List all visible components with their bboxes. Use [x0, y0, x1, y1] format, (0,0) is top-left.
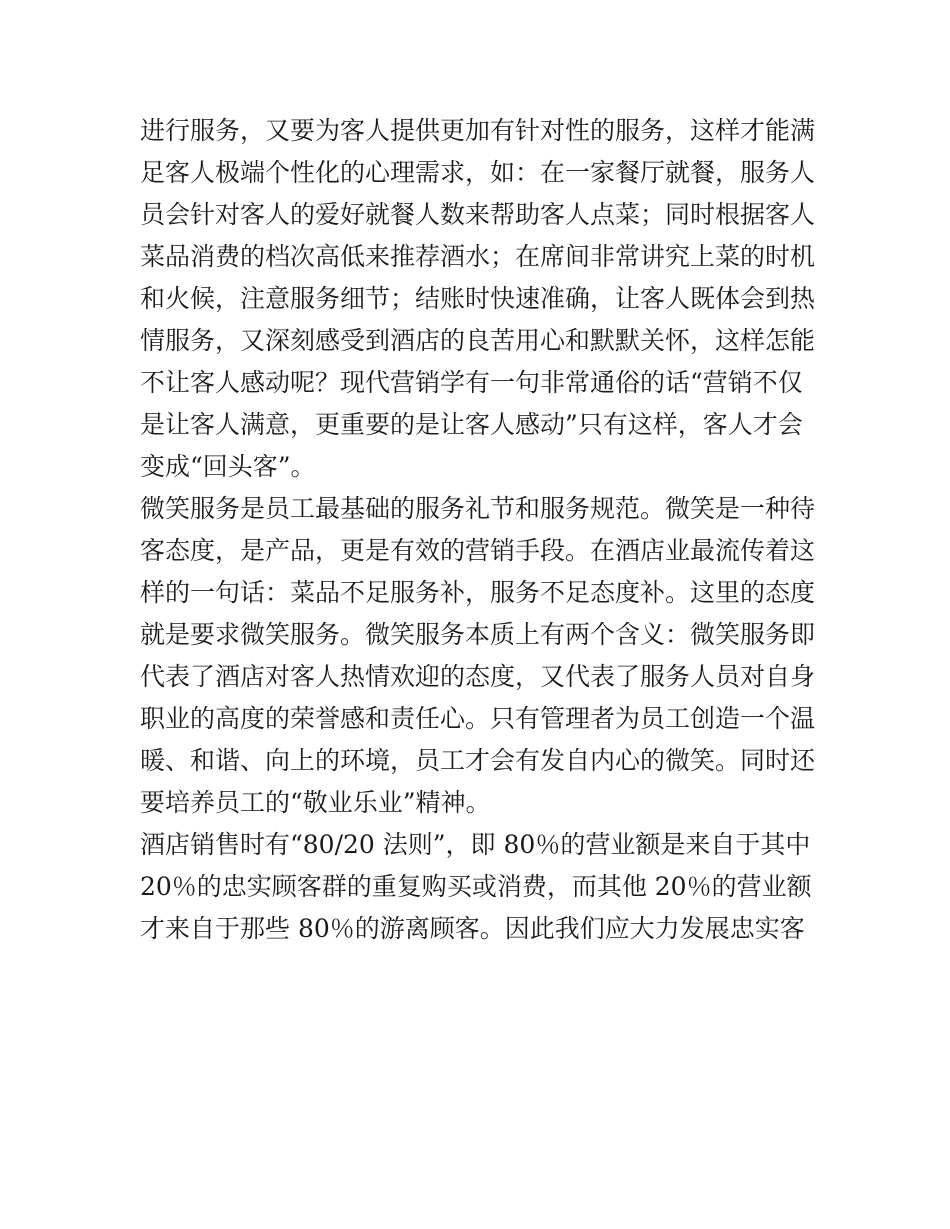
text-line: 情服务，又深刻感受到酒店的良苦用心和默默关怀，这样怎能	[140, 326, 816, 355]
text-line: 酒店销售时有“80/20 法则”，即 80％的营业额是来自于其中	[140, 830, 811, 859]
paragraph-3	[140, 824, 840, 950]
text-line: 代表了酒店对客人热情欢迎的态度，又代表了服务人员对自身	[140, 662, 816, 691]
text-line: 员会针对客人的爱好就餐人数来帮助客人点菜；同时根据客人	[140, 200, 816, 229]
text-line: 职业的高度的荣誉感和责任心。只有管理者为员工创造一个温	[140, 704, 816, 733]
text-line: 暖、和谐、向上的环境，员工才会有发自内心的微笑。同时还	[140, 746, 816, 775]
text-line: 就是要求微笑服务。微笑服务本质上有两个含义：微笑服务即	[140, 620, 816, 649]
text-line: 足客人极端个性化的心理需求，如：在一家餐厅就餐，服务人	[140, 158, 816, 187]
text-line: 变成“回头客”。	[140, 452, 316, 481]
text-line: 是让客人满意，更重要的是让客人感动”只有这样，客人才会	[140, 410, 803, 439]
paragraph-1	[140, 110, 840, 488]
body-text	[140, 110, 840, 950]
text-line: 客态度，是产品，更是有效的营销手段。在酒店业最流传着这	[140, 536, 816, 565]
text-line: 进行服务，又要为客人提供更加有针对性的服务，这样才能满	[140, 116, 816, 145]
text-line: 要培养员工的“敬业乐业”精神。	[140, 788, 491, 817]
text-line: 和火候，注意服务细节；结账时快速准确，让客人既体会到热	[140, 284, 816, 313]
paragraph-2	[140, 488, 840, 824]
text-line: 才来自于那些 80％的游离顾客。因此我们应大力发展忠实客	[140, 914, 805, 943]
text-line: 样的一句话：菜品不足服务补，服务不足态度补。这里的态度	[140, 578, 816, 607]
text-line: 微笑服务是员工最基础的服务礼节和服务规范。微笑是一种待	[140, 494, 816, 523]
text-line: 菜品消费的档次高低来推荐酒水；在席间非常讲究上菜的时机	[140, 242, 816, 271]
text-line: 20％的忠实顾客群的重复购买或消费，而其他 20％的营业额	[140, 872, 812, 901]
text-line: 不让客人感动呢？现代营销学有一句非常通俗的话“营销不仅	[140, 368, 803, 397]
